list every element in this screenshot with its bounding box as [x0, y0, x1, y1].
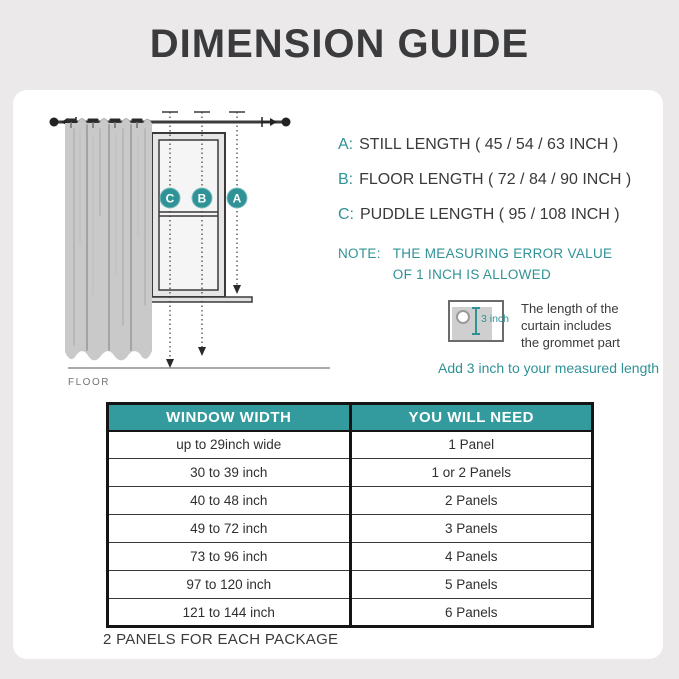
grommet-line3: the grommet part — [521, 335, 620, 350]
page-title: DIMENSION GUIDE — [149, 22, 530, 66]
panels-cell: 3 Panels — [350, 515, 593, 543]
panels-cell: 5 Panels — [350, 571, 593, 599]
spec-text-b: FLOOR LENGTH ( 72 / 84 / 90 INCH ) — [359, 171, 632, 188]
add-length-note: Add 3 inch to your measured length — [438, 360, 660, 376]
marker-c: C — [165, 191, 175, 206]
curtain-diagram — [30, 95, 330, 395]
spec-floor-length — [338, 170, 668, 189]
grommet-line1: The length of the — [521, 301, 619, 316]
window-sill — [148, 297, 252, 302]
header-window-width: WINDOW WIDTH — [108, 404, 351, 431]
width-cell: 97 to 120 inch — [108, 571, 351, 599]
spec-puddle-length — [338, 205, 668, 224]
width-cell: 121 to 144 inch — [108, 599, 351, 627]
spec-text-a: STILL LENGTH ( 45 / 54 / 63 INCH ) — [359, 136, 619, 153]
table-row — [108, 543, 593, 571]
note-label: NOTE: — [338, 246, 381, 261]
spec-text-c: PUDDLE LENGTH ( 95 / 108 INCH ) — [360, 206, 620, 223]
note-line1: THE MEASURING ERROR VALUE — [392, 246, 613, 261]
grommet-note — [448, 300, 668, 351]
curtain-panel — [65, 119, 152, 361]
width-cell: up to 29inch wide — [108, 431, 351, 459]
width-cell: 30 to 39 inch — [108, 459, 351, 487]
panels-cell: 2 Panels — [350, 487, 593, 515]
spec-key-c: C: — [338, 206, 354, 223]
grommet-diagram-icon — [448, 300, 510, 342]
marker-b: B — [197, 191, 207, 206]
note-text — [393, 243, 613, 285]
measuring-note — [338, 243, 668, 285]
width-cell: 73 to 96 inch — [108, 543, 351, 571]
note-line2: OF 1 INCH IS ALLOWED — [392, 267, 552, 282]
panels-cell: 1 or 2 Panels — [350, 459, 593, 487]
header-you-will-need: YOU WILL NEED — [350, 404, 593, 431]
spec-key-a: A: — [338, 136, 354, 153]
grommet-measure-label: 3 inch — [481, 313, 510, 325]
table-header-row — [108, 404, 593, 431]
marker-a: A — [232, 191, 242, 206]
table-row — [108, 571, 593, 599]
package-note: 2 PANELS FOR EACH PACKAGE — [103, 631, 339, 648]
panels-cell: 1 Panel — [350, 431, 593, 459]
measure-markers — [160, 188, 247, 208]
length-info — [338, 135, 668, 376]
panels-table — [106, 402, 594, 628]
grommet-line2: curtain includes — [521, 318, 612, 333]
table-row — [108, 599, 593, 627]
spec-key-b: B: — [338, 171, 354, 188]
grommet-note-text — [521, 300, 620, 351]
table-row — [108, 515, 593, 543]
grommet-ring-icon — [456, 310, 470, 324]
floor-label: FLOOR — [68, 377, 110, 388]
panels-cell: 6 Panels — [350, 599, 593, 627]
table-row — [108, 487, 593, 515]
floor — [68, 368, 330, 388]
spec-still-length — [338, 135, 668, 154]
table-row — [108, 431, 593, 459]
width-cell: 49 to 72 inch — [108, 515, 351, 543]
panels-cell: 4 Panels — [350, 543, 593, 571]
table-row — [108, 459, 593, 487]
width-cell: 40 to 48 inch — [108, 487, 351, 515]
guide-card — [13, 90, 663, 659]
measure-arrow-icon — [475, 307, 477, 335]
